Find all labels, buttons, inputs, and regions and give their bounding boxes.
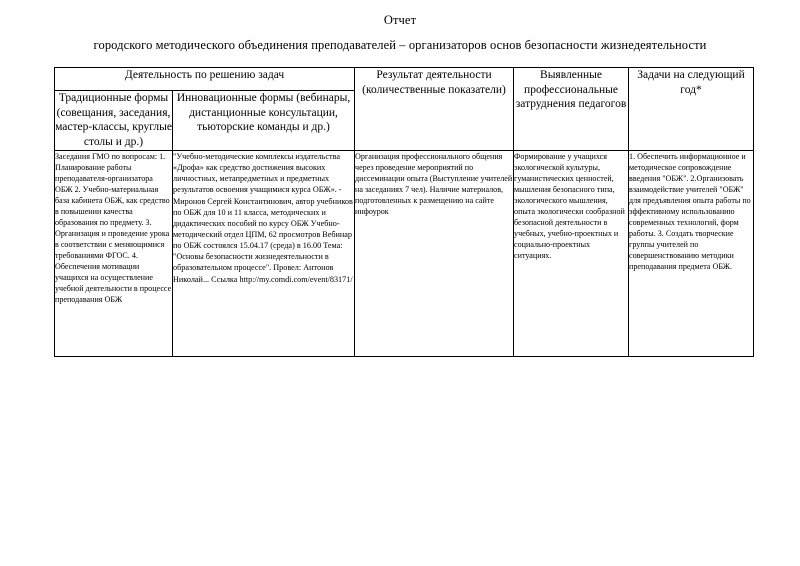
cell-traditional-forms: Заседания ГМО по вопросам: 1. Планирование работы преподавателя-организатора ОБЖ 2. Учебно-материальная база кабинета ОБЖ, как средство в повышении качества образования по предмету. 3. Организация и проведение урока в соответствии с меняющимися требованиями ФГОС. 4. Обеспечения мотивации учащихся на осуществление учебной деятельности в процессе преподавания ОБЖ (55, 150, 173, 356)
table-header (55, 68, 754, 151)
cell-next-year-tasks: 1. Обеспечить информационное и методическое сопровождение введения "ОБЖ". 2.Организовать взаимодействие учителей "ОБЖ" для предъявления опыта работы по эффективному использованию современных технологий, форм работы. 3. Создать творческие группы учителей по совершенствованию методики преподавания предмета ОБЖ. (629, 150, 754, 356)
page-subtitle: городского методического объединения преподавателей – организаторов основ безопасности жизнедеятельности (93, 37, 707, 52)
cell-difficulties: Формирование у учащихся экологической культуры, гуманистических ценностей, мышления безопасного типа, экологического мышления, опыта экологически сообразной безопасной деятельности в учебных, учебно-проектных и социально-проектных ситуациях. (514, 150, 629, 356)
header-next-year-tasks: Задачи на следующий год* (629, 68, 754, 151)
cell-innovative-forms: "Учебно-методические комплексы издательства «Дрофа» как средство достижения высоких личностных, метапредметных и предметных результатов освоения учащимися курса ОБЖ». - Миронов Сергей Константинович, автор учебников по ОБЖ для 10 и 11 класса, методических и дидактических пособий по курсу ОБЖ Учебно-методический отдел ЦПМ, 62 просмотров Вебинар по ОБЖ состоялся 15.04.17 (среда) в 16.00 Тема: "Основы безопасности жизнедеятельности в образовательном процессе". Провел: Антонов Николай... Ссылка http://my.comdi.com/event/83171/ (173, 150, 355, 356)
header-result: Результат деятельности (количественные показатели) (355, 68, 514, 151)
table-header-group-row (55, 68, 754, 91)
report-table (54, 67, 754, 357)
header-traditional-forms: Традиционные формы (совещания, заседания, мастер-классы, круглые столы и др.) (55, 91, 173, 151)
report-table-container (54, 67, 753, 357)
page-title: Отчет (383, 13, 417, 27)
table-row (55, 150, 754, 356)
table-body (55, 150, 754, 356)
cell-result: Организация профессионального общения через проведение мероприятий по диссеминации опыта (Выступление учителей на заседаниях 7 чел). Наличие материалов, подготовленных к размещению на сайте инфоурок (355, 150, 514, 356)
header-innovative-forms: Инновационные формы (вебинары, дистанционные консультации, тьюторские команды и др.) (173, 91, 355, 151)
header-activity-group: Деятельность по решению задач (55, 68, 355, 91)
header-difficulties: Выявленные профессиональные затруднения педагогов (514, 68, 629, 151)
